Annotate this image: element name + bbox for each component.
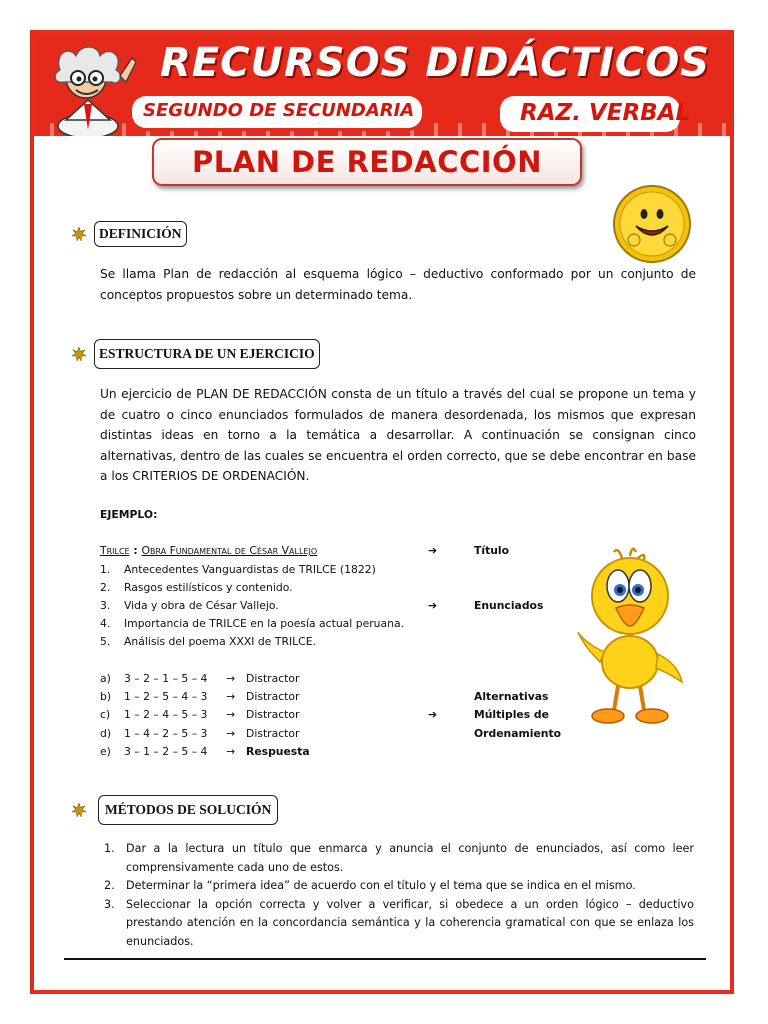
alternative-row (100, 690, 300, 703)
page-title-box (152, 138, 582, 186)
label-enunciados: Enunciados (474, 599, 544, 612)
sun-bullet-icon (72, 803, 86, 817)
arrow-enunciados-icon: ➔ (428, 599, 438, 612)
arrow-right-icon: → (226, 745, 236, 758)
alt-label: Distractor (246, 708, 300, 721)
list-item (100, 599, 279, 612)
footer-divider (64, 958, 706, 960)
alt-letter: b) (100, 690, 112, 703)
header-grade: SEGUNDO DE SECUNDARIA (143, 100, 415, 121)
list-item (104, 840, 694, 877)
page-title: PLAN DE REDACCIÓN (192, 145, 542, 179)
item-text: Determinar la “primera idea” de acuerdo con el título y el tema que se indica en el mismo. (126, 879, 636, 892)
metodos-heading: MÉTODOS DE SOLUCIÓN (98, 795, 278, 825)
alt-sequence: 1 – 2 – 4 – 5 – 3 (124, 708, 208, 721)
alternative-row (100, 672, 300, 685)
item-text: Vida y obra de César Vallejo. (124, 599, 279, 612)
alt-letter: a) (100, 672, 111, 685)
list-item (104, 896, 694, 952)
list-item (100, 581, 293, 594)
arrow-right-icon: → (226, 672, 236, 685)
label-ordenamiento: Ordenamiento (474, 727, 562, 740)
metodos-list (104, 840, 694, 951)
ejemplo-title-part2: Obra Fundamental de César Vallejo (141, 544, 318, 557)
scientist-mascot-icon (36, 40, 146, 136)
alternative-row (100, 727, 300, 740)
alt-letter: d) (100, 727, 112, 740)
ejemplo-title-part1: Trilce (100, 544, 130, 557)
smiley-icon (612, 184, 692, 264)
item-text: Seleccionar la opción correcta y volver a verificar, si obedece a un orden lógico – deductivo prestando atención en la concordancia semántica y la coherencia gramatical con que se enlaza los enunciados. (126, 897, 694, 948)
item-number: 2. (100, 581, 111, 594)
estructura-heading: ESTRUCTURA DE UN EJERCICIO (94, 339, 320, 369)
sun-bullet-icon (72, 227, 86, 241)
item-number: 1. (100, 563, 111, 576)
item-number: 3. (104, 897, 115, 911)
alt-label: Distractor (246, 727, 300, 740)
label-titulo: Título (474, 544, 510, 557)
arrow-alternativas-icon: ➔ (428, 708, 438, 721)
label-multiples: Múltiples de (474, 708, 549, 721)
alt-sequence: 1 – 4 – 2 – 5 – 3 (124, 727, 208, 740)
ejemplo-label: EJEMPLO: (100, 508, 158, 521)
item-number: 5. (100, 635, 111, 648)
arrow-right-icon: → (226, 708, 236, 721)
alt-label-answer: Respuesta (246, 745, 310, 758)
item-text: Dar a la lectura un título que enmarca y anuncia el conjunto de enunciados, así como leer comprensivamente cada uno de estos. (126, 842, 694, 874)
item-number: 1. (104, 842, 115, 855)
definicion-text: Se llama Plan de redacción al esquema lógico – deductivo conformado por un conjunto de conceptos propuestos sobre un determinado tema. (100, 267, 696, 302)
list-item (104, 877, 694, 896)
ejemplo-title-sep: : (129, 544, 142, 557)
estructura-text: Un ejercicio de PLAN DE REDACCIÓN consta de un título a través del cual se propone un tema y de cuatro o cinco enunciados formulados de manera desordenada, los mismos que expresan distintas ideas en torno a la temática a desarrollar. A continuación se consignan cinco alternativas, dentro de las cuales se encuentra el orden correcto, que se debe encontrar en base a los CRITERIOS DE ORDENACIÓN. (100, 387, 696, 483)
item-text: Análisis del poema XXXI de TRILCE. (124, 635, 316, 648)
ejemplo-title (100, 544, 317, 557)
alt-sequence: 1 – 2 – 5 – 4 – 3 (124, 690, 208, 703)
header-title: RECURSOS DIDÁCTICOS (160, 40, 711, 86)
item-text: Antecedentes Vanguardistas de TRILCE (1822) (124, 563, 376, 576)
tweety-bird-icon (574, 546, 694, 736)
definicion-heading: DEFINICIÓN (94, 221, 187, 247)
arrow-right-icon: → (226, 727, 236, 740)
alt-sequence: 3 – 2 – 1 – 5 – 4 (124, 672, 208, 685)
arrow-titulo-icon: ➔ (428, 544, 438, 557)
label-alternativas: Alternativas (474, 690, 549, 703)
alternative-row (100, 708, 300, 721)
item-text: Rasgos estilísticos y contenido. (124, 581, 293, 594)
sun-bullet-icon (72, 347, 86, 361)
alternative-row (100, 745, 310, 758)
header-subject: RAZ. VERBAL (520, 100, 691, 126)
alt-sequence: 3 – 1 – 2 – 5 – 4 (124, 745, 208, 758)
list-item (100, 635, 316, 648)
list-item (100, 563, 376, 576)
list-item (100, 617, 404, 630)
alt-letter: c) (100, 708, 111, 721)
item-number: 4. (100, 617, 111, 630)
alt-letter: e) (100, 745, 111, 758)
alt-label: Distractor (246, 690, 300, 703)
item-number: 2. (104, 879, 115, 892)
alt-label: Distractor (246, 672, 300, 685)
item-text: Importancia de TRILCE en la poesía actual peruana. (124, 617, 404, 630)
arrow-right-icon: → (226, 690, 236, 703)
item-number: 3. (100, 599, 111, 612)
